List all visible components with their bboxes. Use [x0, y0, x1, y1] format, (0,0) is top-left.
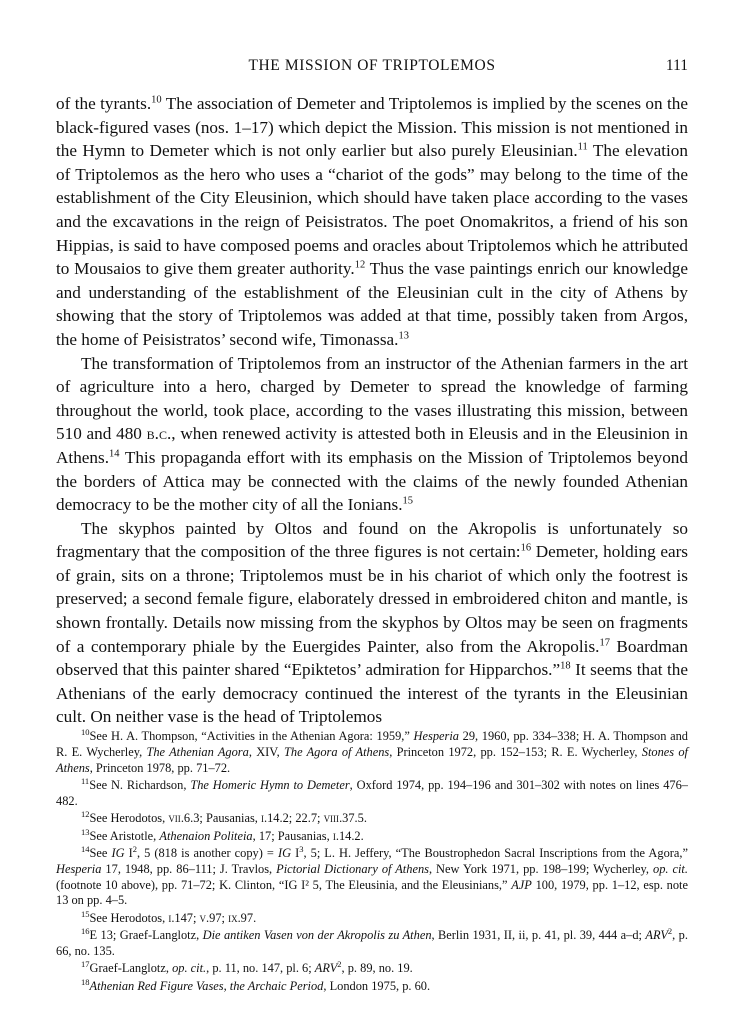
text-run: 29, 1960, pp. 334–338; H. A. Thompson and R. E. Wycherley, — [56, 729, 688, 759]
italic-text: Stones of Athens — [56, 744, 688, 775]
footnote — [56, 726, 688, 776]
paragraph — [56, 92, 688, 352]
note-ref: 16 — [520, 542, 532, 554]
italic-text: The Homeric Hymn to Demeter — [190, 777, 350, 792]
note-ref: 10 — [151, 94, 162, 106]
note-ref: 3 — [299, 843, 304, 854]
text-run: See — [89, 845, 112, 860]
note-ref: 12 — [81, 809, 90, 820]
text-run: The skyphos painted by Oltos and found on the Akropolis is unfortunately so fragmentary that the composition of the three figures is not certain: — [56, 518, 688, 562]
text-run: , 5 (818 is another copy) = — [136, 845, 278, 860]
footnote — [56, 908, 688, 927]
text-run: It seems that the Athenians of the early democracy continued the interest of the tyrants in the Eleusinian cult. On neither vase is the head of Triptolemos — [56, 660, 688, 727]
text-run: The transformation of Triptolemos from an instructor of the Athenian farmers in the art of agriculture into a hero, charged by Demeter to spread the knowledge of farming throughout the world, took place, according to the vases illustrating this mission, between 510 and 480 — [56, 353, 688, 444]
note-ref: 10 — [81, 726, 90, 737]
text-run: , Berlin 1931, II, ii, p. 41, pl. 39, 444 a–d; — [431, 928, 646, 943]
small-caps-text: v — [199, 910, 207, 925]
text-run: , 5; L. H. Jeffery, “The Boustrophedon Sacral Inscriptions from the Agora,” — [303, 845, 688, 860]
note-ref: 18 — [560, 660, 571, 672]
italic-text: The Athenian Agora — [146, 744, 249, 759]
footnotes — [56, 726, 689, 996]
text-run: , p. 66, no. 135. — [56, 928, 688, 958]
text-run: , Princeton 1978, pp. 71–72. — [89, 760, 231, 775]
footnote — [56, 928, 688, 960]
text-run: , New York 1971, pp. 198–199; Wycherley, — [428, 861, 654, 876]
footnote — [56, 826, 688, 845]
note-ref: 2 — [337, 959, 342, 970]
footnote — [56, 961, 688, 977]
text-run: , when renewed activity is attested both in Eleusis and in the Eleusinion in Athens. — [56, 424, 688, 467]
note-ref: 17 — [81, 959, 90, 970]
italic-text: Athenaion Politeia — [159, 828, 253, 843]
italic-text: op. cit. — [172, 961, 207, 976]
text-run: .6.3; Pausanias, — [180, 811, 262, 826]
text-run: See Herodotos, — [89, 910, 169, 925]
footnote — [56, 843, 689, 909]
small-caps-text: i — [261, 811, 265, 826]
text-run: , Oxford 1974, pp. 194–196 and 301–302 with notes on lines 476–482. — [56, 777, 688, 808]
footnote — [56, 775, 688, 810]
paragraph — [56, 352, 688, 517]
text-run: See Herodotos, — [89, 811, 169, 826]
running-header — [56, 57, 688, 81]
text-run: E 13; Graef-Langlotz, — [89, 928, 203, 943]
footnote — [56, 976, 688, 995]
note-ref: 14 — [81, 843, 90, 854]
italic-text: ARV — [645, 928, 668, 943]
running-title: THE MISSION OF TRIPTOLEMOS — [248, 57, 496, 74]
text-run: .97. — [237, 910, 257, 925]
italic-text: IG — [277, 845, 292, 860]
text-run: See Aristotle, — [89, 828, 160, 843]
text-run: .97; — [206, 910, 229, 925]
note-ref: 2 — [132, 843, 137, 854]
text-run: , 17; Pausanias, — [252, 828, 333, 843]
text-run: The elevation of Triptolemos as the hero who uses a “chariot of the gods” may belong to the time of the establishment of the City Eleusinion, which should have taken place according to the vases and the excavations in the reign of Peisistratos. The poet Onomakritos, a friend of his son Hippias, is said to have composed poems and oracles about Triptolemos which he attributed to Mousaios to give them greater authority. — [56, 141, 689, 279]
footnote — [56, 811, 688, 827]
text-run: See N. Richardson, — [89, 777, 191, 792]
page-number: 111 — [665, 57, 688, 74]
text-run: , XIV, — [248, 744, 284, 759]
text-run: This propaganda effort with its emphasis on the Mission of Triptolemos beyond the borders of Attica may be connected with the claims of the newly founded Athenian democracy to be the mother city of all the Ionians. — [56, 447, 688, 515]
small-caps-text: viii — [323, 811, 340, 826]
italic-text: AJP — [511, 877, 532, 892]
text-run: (footnote 10 above), pp. 71–72; K. Clinton, “IG I² 5, The Eleusinia, and the Eleusinians,” — [56, 877, 512, 892]
text-run: I — [291, 845, 300, 860]
text-run: of the tyrants. — [56, 94, 152, 113]
text-run: Thus the vase paintings enrich our knowledge and understanding of the establishment of the Eleusinian cult in the city of Athens by showing that the story of Triptolemos was added at that time, possibly taken from Argos, the home of Peisistratos’ second wife, Timonassa. — [56, 259, 688, 349]
text-run: Demeter, holding ears of grain, sits on a throne; Triptolemos must be in his chariot of which only the footrest is preserved; a second female figure, elaborately dressed in embroidered chiton and mantle, is shown frontally. Details now missing from the skyphos by Oltos may be seen on fragments of a contemporary phiale by the Euergides Painter, also from the Akropolis. — [56, 542, 688, 656]
italic-text: Pictorial Dictionary of Athens — [276, 861, 429, 876]
text-run: , p. 11, no. 147, pl. 6; — [206, 961, 315, 976]
note-ref: 14 — [109, 448, 120, 460]
text-run: , London 1975, p. 60. — [323, 978, 431, 993]
small-caps-text: i — [168, 910, 172, 925]
small-caps-text: ix — [228, 910, 238, 925]
note-ref: 17 — [599, 636, 610, 648]
note-ref: 11 — [81, 775, 90, 786]
italic-text: Die antiken Vasen von der Akropolis zu Athen — [202, 928, 432, 943]
note-ref: 18 — [81, 976, 90, 987]
text-run: 100, 1979, pp. 1–12, esp. note 13 on pp. 4–5. — [56, 877, 689, 908]
text-run: .37.5. — [339, 811, 367, 826]
note-ref: 12 — [354, 259, 366, 271]
small-caps-text: b.c. — [146, 424, 172, 444]
italic-text: Hesperia — [56, 861, 102, 876]
note-ref: 13 — [398, 330, 409, 342]
text-run: .14.2. — [335, 828, 364, 843]
text-run: , Princeton 1972, pp. 152–153; R. E. Wycherley, — [389, 744, 642, 759]
small-caps-text: i — [332, 828, 336, 843]
note-ref: 2 — [667, 926, 673, 936]
small-caps-text: vii — [168, 811, 181, 826]
italic-text: op. cit. — [653, 861, 688, 876]
italic-text: ARV — [314, 961, 338, 976]
note-ref: 16 — [81, 926, 90, 936]
note-ref: 13 — [81, 826, 90, 837]
text-run: .147; — [171, 910, 200, 925]
note-ref: 15 — [81, 908, 90, 919]
note-ref: 11 — [577, 141, 588, 153]
text-run: Graef-Langlotz, — [89, 961, 173, 976]
text-run: Boardman observed that this painter shared “Epiktetos’ admiration for Hipparchos.” — [56, 636, 688, 680]
text-run: I — [124, 845, 133, 860]
paragraph — [56, 517, 688, 729]
italic-text: Athenian Red Figure Vases, the Archaic Period — [89, 978, 324, 993]
text-run: 17, 1948, pp. 86–111; J. Travlos, — [101, 861, 277, 876]
italic-text: Hesperia — [413, 729, 459, 743]
note-ref: 15 — [402, 495, 413, 507]
body-text — [56, 92, 688, 729]
text-run: , p. 89, no. 19. — [341, 961, 413, 976]
text-run: See H. A. Thompson, “Activities in the Athenian Agora: 1959,” — [89, 729, 414, 743]
italic-text: IG — [111, 845, 125, 860]
text-run: The association of Demeter and Triptolemos is implied by the scenes on the black-figured vases (nos. 1–17) which depict the Mission. This mission is not mentioned in the Hymn to Demeter which is not only earlier but also purely Eleusinian. — [56, 94, 688, 161]
text-run: .14.2; 22.7; — [264, 811, 324, 826]
italic-text: The Agora of Athens — [283, 744, 390, 759]
